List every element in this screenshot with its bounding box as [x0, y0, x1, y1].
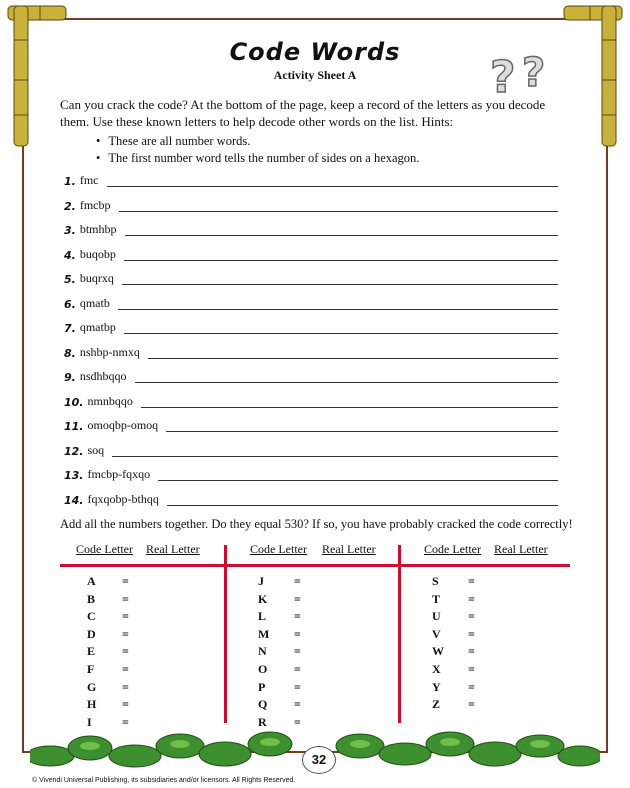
- code-letter: U: [432, 609, 441, 624]
- code-letter: F: [87, 662, 95, 676]
- equals-sign: =: [294, 662, 301, 676]
- answer-line[interactable]: [112, 456, 558, 457]
- question-row: [64, 291, 110, 311]
- equals-sign: =: [294, 574, 301, 588]
- equals-sign: =: [122, 591, 129, 606]
- code-letter: J: [258, 574, 264, 588]
- question-row: [64, 413, 158, 433]
- code-letter: X: [432, 662, 441, 676]
- answer-line[interactable]: [135, 382, 558, 383]
- equals-sign: =: [294, 626, 301, 641]
- question-number: 12.: [64, 445, 84, 458]
- page-title: Code Words: [229, 38, 401, 66]
- coded-word: nmnbqqo: [87, 394, 133, 408]
- question-row: [64, 168, 99, 188]
- question-number: 1.: [64, 175, 76, 188]
- answer-line[interactable]: [125, 235, 558, 236]
- code-letter-header-2: Code Letter: [250, 542, 307, 556]
- question-row: [64, 315, 116, 335]
- code-letter: T: [432, 591, 441, 606]
- question-row: [64, 487, 159, 507]
- coded-word: fmc: [79, 173, 99, 187]
- svg-text:?: ?: [522, 50, 546, 96]
- code-letter: N: [258, 644, 267, 659]
- copyright-text: © Vivendi Universal Publishing, its subsidiaries and/or licensors. All Rights Reserved.: [32, 777, 296, 784]
- code-letter: H: [87, 697, 97, 712]
- answer-line[interactable]: [118, 309, 558, 310]
- question-row: [64, 438, 104, 458]
- question-row: [64, 364, 127, 384]
- equals-sign: =: [294, 644, 301, 659]
- code-letter: I: [87, 714, 92, 729]
- code-letter: D: [87, 626, 96, 641]
- coded-word: qmatbp: [79, 320, 116, 334]
- answer-line[interactable]: [119, 211, 559, 212]
- code-letter: O: [258, 662, 268, 676]
- equals-sign: =: [294, 609, 301, 624]
- equals-sign: =: [468, 662, 475, 676]
- equals-sign: =: [468, 679, 475, 694]
- answer-line[interactable]: [158, 480, 558, 481]
- question-number: 6.: [64, 298, 76, 311]
- question-number: 2.: [64, 200, 76, 213]
- equals-sign: =: [468, 626, 475, 641]
- question-row: [64, 217, 117, 237]
- real-letter-header-1: Real Letter: [146, 542, 200, 556]
- coded-word: nsdhbqqo: [79, 369, 127, 383]
- code-letter: C: [87, 609, 96, 624]
- question-row: [64, 340, 140, 360]
- real-letter-header-2: Real Letter: [322, 542, 376, 556]
- code-letter-header-1: Code Letter: [76, 542, 133, 556]
- coded-word: soq: [87, 443, 105, 457]
- equals-sign: =: [468, 697, 475, 712]
- code-letter: G: [87, 679, 97, 694]
- check-text: Add all the numbers together. Do they equal 530? If so, you have probably cracked the code correctly!: [60, 517, 573, 531]
- code-letter: K: [258, 591, 268, 606]
- equals-sign: =: [294, 679, 301, 694]
- code-letter: Q: [258, 697, 268, 712]
- question-row: [64, 462, 150, 482]
- question-number: 3.: [64, 224, 76, 237]
- answer-line[interactable]: [122, 284, 558, 285]
- coded-word: omoqbp-omoq: [87, 418, 159, 432]
- table-horizontal-rule: [60, 564, 570, 567]
- question-row: [64, 266, 114, 286]
- code-letter: B: [87, 591, 96, 606]
- answer-line[interactable]: [166, 431, 558, 432]
- coded-word: buqrxq: [79, 271, 114, 285]
- equals-sign: =: [122, 697, 129, 712]
- coded-word: btmhbp: [79, 222, 117, 236]
- equals-sign: =: [122, 626, 129, 641]
- real-letter-header-3: Real Letter: [494, 542, 548, 556]
- code-letter-header-3: Code Letter: [424, 542, 481, 556]
- coded-word: fmcbp: [79, 198, 111, 212]
- code-letter: Z: [432, 697, 441, 712]
- equals-sign: =: [122, 662, 129, 676]
- hint-list: [96, 133, 419, 167]
- code-letter: L: [258, 609, 267, 624]
- equals-sign: =: [122, 574, 129, 588]
- equals-sign: =: [122, 644, 129, 659]
- code-letter: M: [258, 626, 270, 641]
- answer-line[interactable]: [167, 505, 558, 506]
- question-number: 7.: [64, 322, 76, 335]
- question-number: 4.: [64, 249, 76, 262]
- equals-sign: =: [468, 644, 475, 659]
- question-number: 8.: [64, 347, 76, 360]
- hint-item: • The first number word tells the number of sides on a hexagon.: [96, 150, 419, 167]
- equals-sign: =: [122, 714, 129, 729]
- equals-sign: =: [468, 591, 475, 606]
- equals-sign: =: [468, 609, 475, 624]
- question-row: [64, 193, 111, 213]
- code-letter: A: [87, 574, 96, 588]
- coded-word: nshbp-nmxq: [79, 345, 140, 359]
- coded-word: buqobp: [79, 247, 116, 261]
- code-letter: P: [258, 679, 266, 694]
- answer-line[interactable]: [107, 186, 559, 187]
- answer-line[interactable]: [148, 358, 558, 359]
- svg-text:?: ?: [490, 52, 516, 103]
- question-number: 11.: [64, 420, 84, 433]
- answer-line[interactable]: [124, 260, 558, 261]
- page-subtitle: Activity Sheet A: [273, 68, 357, 82]
- equals-sign: =: [294, 714, 301, 729]
- table-divider-2: [398, 545, 401, 723]
- table-divider-1: [224, 545, 227, 723]
- code-letter: S: [432, 574, 439, 588]
- code-letter: V: [432, 626, 441, 641]
- question-number: 5.: [64, 273, 76, 286]
- code-letter: W: [432, 644, 444, 659]
- question-row: [64, 389, 133, 409]
- equals-sign: =: [468, 574, 475, 588]
- coded-word: fmcbp-fqxqo: [87, 467, 151, 481]
- code-letter: R: [258, 714, 267, 729]
- equals-sign: =: [122, 609, 129, 624]
- equals-sign: =: [294, 591, 301, 606]
- question-number: 10.: [64, 396, 84, 409]
- question-number: 14.: [64, 494, 84, 507]
- question-number: 9.: [64, 371, 76, 384]
- hint-item: • These are all number words.: [96, 133, 419, 150]
- equals-sign: =: [122, 679, 129, 694]
- answer-line[interactable]: [124, 333, 558, 334]
- answer-line[interactable]: [141, 407, 558, 408]
- coded-word: fqxqobp-bthqq: [87, 492, 159, 506]
- question-number: 13.: [64, 469, 84, 482]
- page-number: 32: [302, 746, 336, 774]
- code-letter: Y: [432, 679, 441, 694]
- equals-sign: =: [294, 697, 301, 712]
- question-row: [64, 242, 116, 262]
- code-letter: E: [87, 644, 96, 659]
- intro-text: Can you crack the code? At the bottom of the page, keep a record of the letters as you decode them. Use these known letters to help decode other words on the list. Hints:: [60, 97, 546, 129]
- coded-word: qmatb: [79, 296, 110, 310]
